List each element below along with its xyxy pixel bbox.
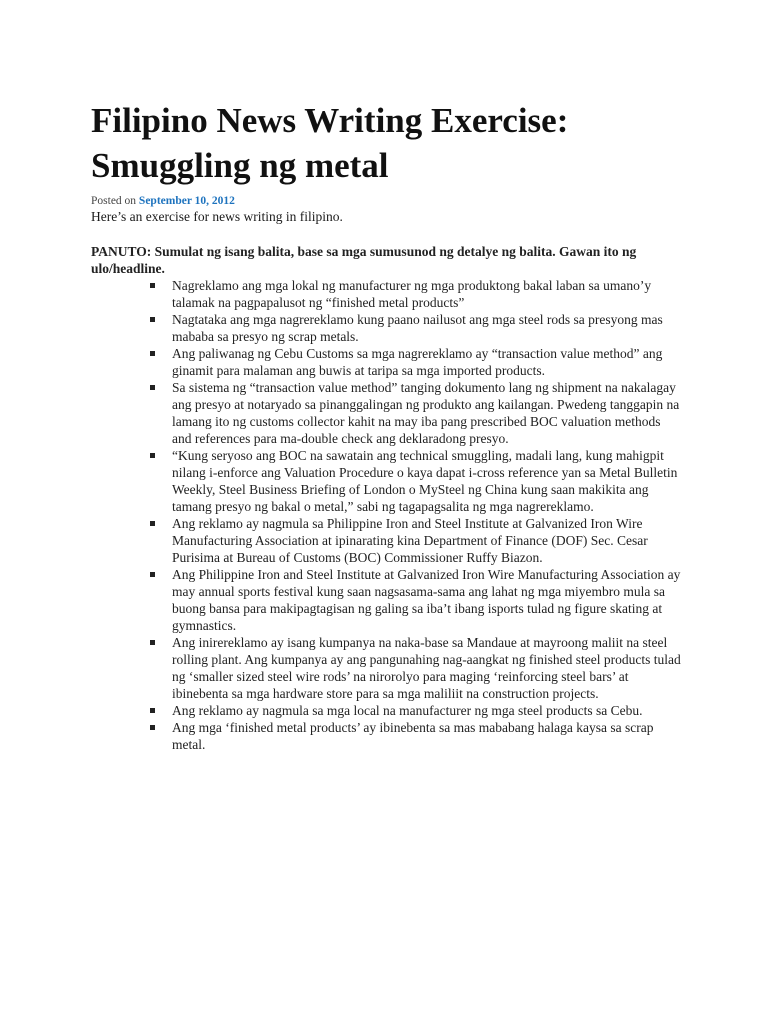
list-item <box>172 634 682 702</box>
title-line-1: Filipino News Writing Exercise: <box>91 101 569 140</box>
square-bullet-icon <box>150 572 155 577</box>
square-bullet-icon <box>150 708 155 713</box>
square-bullet-icon <box>150 351 155 356</box>
post-date-link[interactable]: September 10, 2012 <box>138 195 235 207</box>
list-item <box>172 345 682 379</box>
list-item-text: Ang reklamo ay nagmula sa Philippine Iron and Steel Institute at Galvanized Iron Wire Manufacturing Association at ipinarating kina Department of Finance (DOF) Sec. Cesar Purisima at Bureau of Customs (BOC) Commissioner Ruffy Biazon. <box>172 516 648 565</box>
article <box>91 98 691 753</box>
detail-list <box>91 277 682 753</box>
square-bullet-icon <box>150 283 155 288</box>
post-meta <box>91 194 691 208</box>
square-bullet-icon <box>150 453 155 458</box>
square-bullet-icon <box>150 640 155 645</box>
square-bullet-icon <box>150 385 155 390</box>
article-title <box>91 98 691 188</box>
list-item <box>172 719 682 753</box>
list-item-text: Ang Philippine Iron and Steel Institute at Galvanized Iron Wire Manufacturing Association ay may annual sports festival kung saan nagsasama-sama ang lahat ng mga miyembro mula sa buong bansa para makipagtagisan ng galing sa iba’t ibang isports tulad ng figure skating at gymnastics. <box>172 567 681 633</box>
square-bullet-icon <box>150 521 155 526</box>
list-item <box>172 702 682 719</box>
list-item-text: Nagreklamo ang mga lokal ng manufacturer ng mga produktong bakal laban sa umano’y talamak na pagpapalusot ng “finished metal products” <box>172 278 652 310</box>
title-line-2: Smuggling ng metal <box>91 146 389 185</box>
list-item-text: Sa sistema ng “transaction value method” tanging dokumento lang ng shipment na nakalagay ang presyo at notaryado sa pinanggalingan ng produkto ang kailangan. Pwedeng tanggapin na lamang ito ng customs collector kahit na may iba pang prescribed BOC valuation methods and references para ma-double check ang deklaradong presyo. <box>172 380 680 446</box>
list-item <box>172 311 682 345</box>
square-bullet-icon <box>150 725 155 730</box>
list-item-text: Ang mga ‘finished metal products’ ay ibinebenta sa mas mababang halaga kaysa sa scrap metal. <box>172 720 654 752</box>
list-item-text: Ang reklamo ay nagmula sa mga local na manufacturer ng mga steel products sa Cebu. <box>172 703 643 718</box>
intro-text: Here’s an exercise for news writing in filipino. <box>91 209 343 224</box>
list-item <box>172 379 682 447</box>
list-item-text: Ang paliwanag ng Cebu Customs sa mga nagrereklamo ay “transaction value method” ang ginamit para malaman ang buwis at taripa sa mga imported products. <box>172 346 663 378</box>
square-bullet-icon <box>150 317 155 322</box>
list-item <box>172 566 682 634</box>
list-item <box>172 447 682 515</box>
list-item-text: Ang inirereklamo ay isang kumpanya na naka-base sa Mandaue at mayroong maliit na steel rolling plant. Ang kumpanya ay ang pangunahing nag-aangkat ng finished steel products tulad ng ‘smaller sized steel wire rods’ na nirorolyo para maging ‘reinforcing steel bars’ at ibinebenta sa mga hardware store para sa mga maliliit na construction projects. <box>172 635 681 701</box>
list-item-text: Nagtataka ang mga nagrereklamo kung paano nailusot ang mga steel rods sa presyong mas mababa sa presyo ng scrap metals. <box>172 312 663 344</box>
list-item <box>172 515 682 566</box>
posted-on-label: Posted on <box>91 195 137 207</box>
list-item <box>172 277 682 311</box>
list-item-text: “Kung seryoso ang BOC na sawatain ang technical smuggling, madali lang, kung mahigpit nilang i-enforce ang Valuation Procedure o kaya dapat i-cross reference yan sa Metal Bulletin Weekly, Steel Business Briefing of London o MySteel ng China kung saan makikita ang tamang presyo ng bakal o metal,” sabi ng tagapagsalita ng mga nagrereklamo. <box>172 448 678 514</box>
instruction-text: PANUTO: Sumulat ng isang balita, base sa mga sumusunod ng detalye ng balita. Gawan ito ng ulo/headline. <box>91 244 637 276</box>
